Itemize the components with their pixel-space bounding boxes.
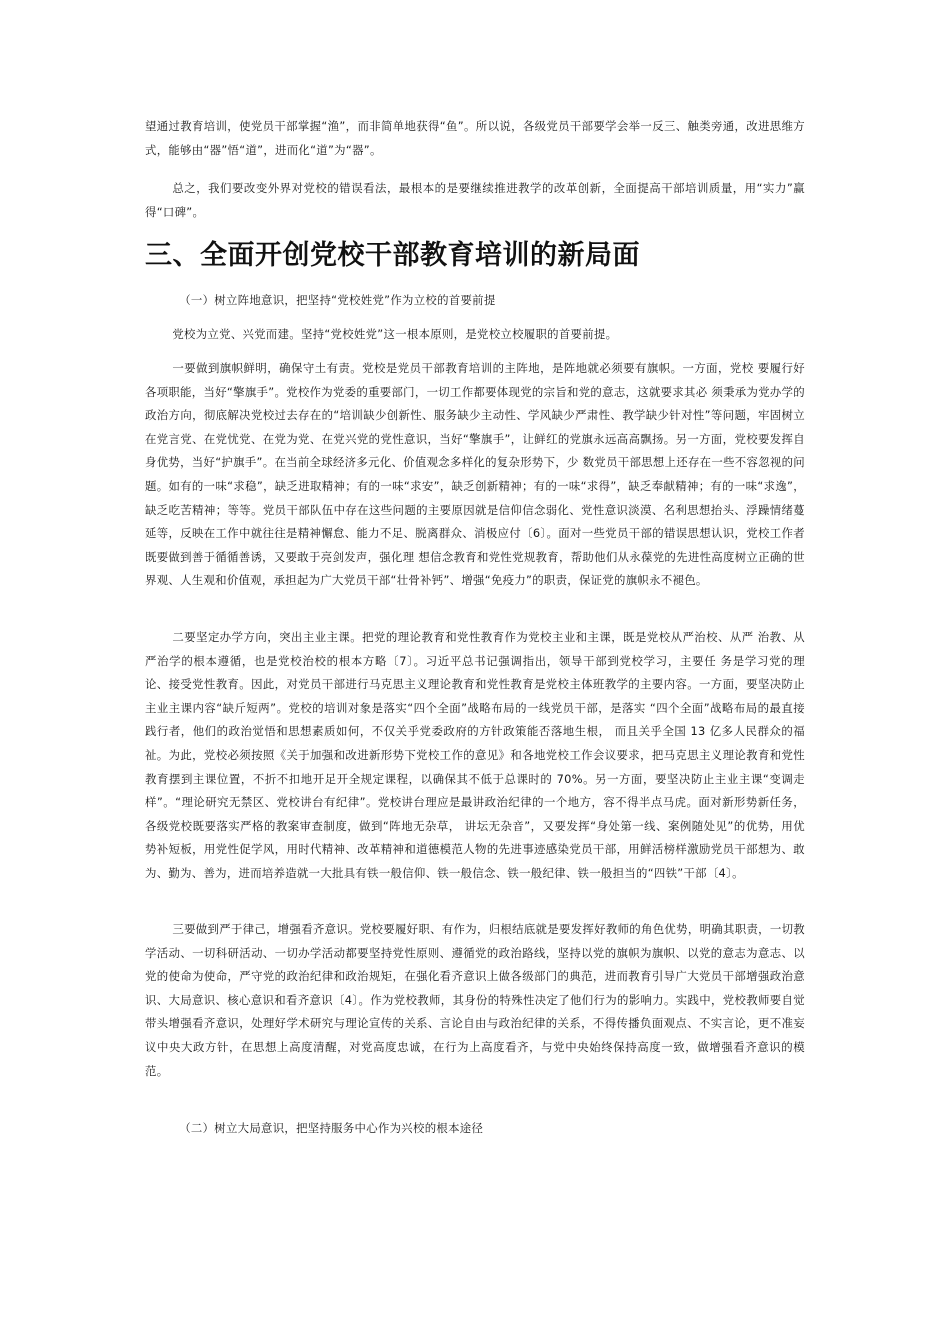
paragraph-body-2: 一要做到旗帜鲜明，确保守土有责。党校是党员干部教育培训的主阵地，是阵地就必须要有旗帜。一方面，党校 要履行好各项职能，当好“擎旗手”。党校作为党委的重要部门，一切工作都要体现党的宗旨和党的意志，这就要求其必 须秉承为党办学的政治方向，彻底解决党校过去存在的“培训缺少创新性、服务缺少主动性、学风缺少严肃性、教学缺少针对性”等问题，牢固树立在党言党、在党忧党、在党为党、在党兴党的党性意识，当好“擎旗手”，让鲜红的党旗永远高高飘扬。另一方面，党校要发挥自身优势，当好“护旗手”。在当前全球经济多元化、价值观念多样化的复杂形势下，少 数党员干部思想上还存在一些不容忽视的问题。如有的一味“求稳”，缺乏进取精神；有的一味“求安”，缺乏创新精神；有的一味“求得”，缺乏奉献精神；有的一味“求逸”，缺乏吃苦精神；等等。党员干部队伍中存在这些问题的主要原因就是信仰信念弱化、党性意识淡漠、名利思想抬头、浮躁情绪蔓延等，反映在工作中就往往是精神懈怠、能力不足、脱离群众、消极应付〔6〕。面对一些党员干部的错误思想认识，党校工作者既要做到善于循循善诱，又要敢于亮剑发声，强化理 想信念教育和党性党规教育，帮助他们从永葆党的先进性高度树立正确的世界观、人生观和价值观，承担起为广大党员干部“壮骨补钙”、增强“免疫力”的职责，保证党的旗帜永不褪色。 [145, 361, 805, 588]
paragraph-body-1: 党校为立党、兴党而建。坚持“党校姓党”这一根本原则，是党校立校履职的首要前提。 [172, 327, 618, 341]
subheading-two: （二）树立大局意识，把坚持服务中心作为兴校的根本途径 [179, 1121, 484, 1135]
paragraph-body-3: 二要坚定办学方向，突出主业主课。把党的理论教育和党性教育作为党校主业和主课，既是党校从严治校、从严 治教、从严治学的根本遵循，也是党校治校的根本方略〔7〕。习近平总书记强调指出，领导干部到党校学习，主要任 务是学习党的理论、接受党性教育。因此，对党员干部进行马克思主义理论教育和党性教育是党校主体班教学的主要内容。一方面，要坚决防止主业主课内容“缺斤短两”。党校的培训对象是落实“四个全面”战略布局的一线党员干部，是落实 “四个全面”战略布局的最直接践行者，他们的政治觉悟和思想素质如何，不仅关乎党委政府的方针政策能否落地生根， 而且关乎全国 13 亿多人民群众的福祉。为此，党校必须按照《关于加强和改进新形势下党校工作的意见》和各地党校工作会议要求，把马克思主义理论教育和党性教育摆到主课位置，不折不扣地开足开全规定课程，以确保其不低于总课时的 70%。另一方面，要坚决防止主业主课“变调走样”。“理论研究无禁区、党校讲台有纪律”。党校讲台理应是最讲政治纪律的一个地方，容不得半点马虎。面对新形势新任务，各级党校既要落实严格的教案审查制度，做到“阵地无杂草， 讲坛无杂音”，又要发挥“身处第一线、案例随处见”的优势，用优势补短板，用党性促学风，用时代精神、改革精神和道德模范人物的先进事迹感染党员干部，用鲜活榜样激励党员干部想为、敢为、勤为、善为，进而培养造就一大批具有铁一般信仰、铁一般信念、铁一般纪律、铁一般担当的“四铁”干部〔4〕。 [145, 630, 805, 880]
section-heading: 三、全面开创党校干部教育培训的新局面 [145, 240, 640, 271]
paragraph-body-4: 三要做到严于律己，增强看齐意识。党校要履好职、有作为，归根结底就是要发挥好教师的角色优势，明确其职责，一切教学活动、一切科研活动、一切办学活动都要坚持党性原则、遵循党的政治路线，坚持以党的旗帜为旗帜、以党的意志为意志、以党的使命为使命，严守党的政治纪律和政治规矩，在强化看齐意识上做各级部门的典范，进而教育引导广大党员干部增强政治意识、大局意识、核心意识和看齐意识〔4〕。作为党校教师，其身份的特殊性决定了他们行为的影响力。实践中，党校教师要自觉带头增强看齐意识，处理好学术研究与理论宣传的关系、言论自由与政治纪律的关系，不得传播负面观点、不实言论，更不准妄议中央大政方针，在思想上高度清醒，对党高度忠诚，在行为上高度看齐，与党中央始终保持高度一致，做增强看齐意识的模范。 [145, 922, 805, 1078]
subheading-one: （一）树立阵地意识，把坚持“党校姓党”作为立校的首要前提 [179, 293, 496, 307]
paragraph-summary: 总之，我们要改变外界对党校的错误看法，最根本的是要继续推进教学的改革创新，全面提高干部培训质量，用“实力”赢得“口碑”。 [145, 181, 805, 219]
paragraph-intro-continued: 望通过教育培训，使党员干部掌握“渔”，而非简单地获得“鱼”。所以说，各级党员干部要学会举一反三、触类旁通，改进思维方式，能够由“器”悟“道”，进而化“道”为“器”。 [145, 119, 805, 157]
